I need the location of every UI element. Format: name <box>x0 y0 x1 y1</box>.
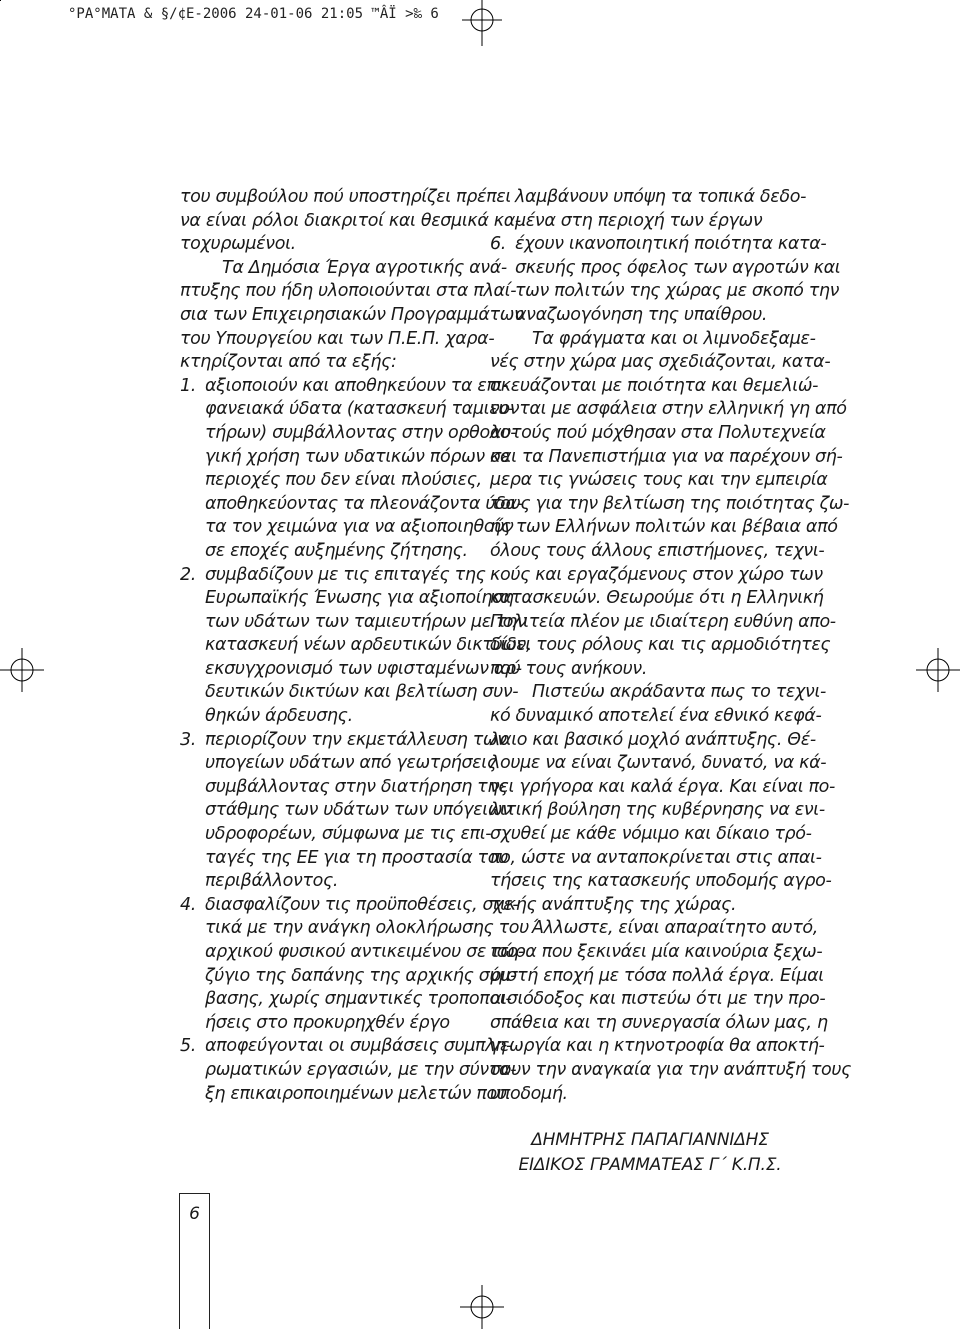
text-line: έχουν ικανοποιητική ποιότητα κατα- <box>515 234 827 255</box>
text-line: αρχικού φυσικού αντικειμένου σε ισο- <box>205 942 524 962</box>
text-line: μένα στη περιοχή των έργων <box>515 210 763 231</box>
text-line: πτυξης που ήδη υλοποιούνται στα πλαί- <box>180 281 517 302</box>
text-line: ήσεις στο προκυρηχθέν έργο <box>205 1012 450 1033</box>
signature-name: ΔΗΜΗΤΡΗΣ ΠΑΠΑΓΙΑΝΝΙΔΗΣ <box>531 1130 769 1150</box>
text-line: τήρων) συμβάλλοντας στην ορθολο- <box>205 422 517 443</box>
text-line: υποδομή. <box>490 1083 568 1104</box>
text-line: τώρα που ξεκινάει μία καινούρια ξεχω- <box>490 942 823 962</box>
text-line: περιοχές που δεν είναι πλούσιες, <box>205 470 482 491</box>
text-line: σε εποχές αυξημένης ζήτησης. <box>205 540 468 561</box>
list-number: 6. <box>490 234 506 255</box>
text-line: σχυθεί με κάθε νόμιμο και δίκαιο τρό- <box>490 824 812 845</box>
text-line: μερα τις γνώσεις τους και την εμπειρία <box>490 470 828 491</box>
text-line: ζύγιο της δαπάνης της αρχικής σύμ- <box>205 965 517 986</box>
text-line: κατασκευή νέων αρδευτικών δικτύων, <box>205 635 532 656</box>
text-line: αναζωογόνηση της υπαίθρου. <box>515 304 768 325</box>
text-line: κτηρίζονται από τα εξής: <box>180 352 397 373</box>
text-line: υδροφορέων, σύμφωνα με τις επι- <box>205 824 492 845</box>
text-line: των πολιτών της χώρας με σκοπό την <box>515 281 840 302</box>
text-line: περιβάλλοντος. <box>205 871 339 892</box>
text-line: σπάθεια και τη συνεργασία όλων μας, η <box>490 1012 828 1033</box>
text-line: Πιστεύω ακράδαντα πως το τεχνι- <box>532 682 826 703</box>
text-line: λουμε να είναι ζωντανό, δυνατό, να κά- <box>490 753 827 774</box>
text-line: τήσεις της κατασκευής υποδομής αγρο- <box>490 871 832 892</box>
text-line: και τα Πανεπιστήμια για να παρέχουν σή- <box>490 446 843 467</box>
list-number: 3. <box>180 729 196 750</box>
text-line: συμβάλλοντας στην διατήρηση της <box>205 776 508 797</box>
text-line: Τα Δημόσια Έργα αγροτικής ανά- <box>222 257 507 278</box>
print-slug: °PA°MATA & §/¢E-2006 24-01-06 21:05 ™ÂÏ >‰ 6 <box>68 6 439 22</box>
text-line: πο, ώστε να ανταποκρίνεται στις απαι- <box>490 847 822 868</box>
text-line: ταγές της ΕΕ για τη προστασία του <box>205 847 508 868</box>
text-line: φανειακά ύδατα (κατασκευή ταμιευ- <box>205 399 515 420</box>
text-line: συμβαδίζουν με τις επιταγές της <box>205 564 486 585</box>
text-line: πού τους ανήκουν. <box>490 658 648 679</box>
trim-mark-top-left <box>0 0 1 1</box>
text-line: γεωργία και η κτηνοτροφία θα αποκτή- <box>490 1036 825 1057</box>
list-number: 2. <box>180 564 196 585</box>
closing-paragraph <box>490 917 852 1106</box>
text-line: τικά με την ανάγκη ολοκλήρωσης του <box>205 918 529 939</box>
text-line: λιτική βούληση της κυβέρνησης να ενι- <box>490 800 825 821</box>
text-line: νονται με ασφάλεια στην ελληνική γη από <box>490 399 847 420</box>
text-line: σκευής προς όφελος των αγροτών και <box>515 257 841 278</box>
text-line: ρωματικών εργασιών, με την σύντα- <box>205 1059 517 1080</box>
list-number: 4. <box>180 894 196 915</box>
text-line: τους για την βελτίωση της ποιότητας ζω- <box>490 493 850 514</box>
registration-mark-left <box>0 648 44 692</box>
text-line: περιορίζουν την εκμετάλλευση των <box>205 729 507 750</box>
text-line: λαμβάνουν υπόψη τα τοπικά δεδο- <box>515 187 807 207</box>
dams-paragraph <box>490 328 850 682</box>
text-line: κατασκευών. Θεωρούμε ότι η Ελληνική <box>490 588 824 609</box>
registration-mark-right <box>916 648 960 692</box>
text-line: όλους τους άλλους επιστήμονες, τεχνι- <box>490 540 825 561</box>
belief-paragraph <box>490 681 835 917</box>
text-line: των υδάτων των ταμιευτήρων με την <box>205 611 527 632</box>
text-line: νές στην χώρα μας σχεδιάζονται, κατα- <box>490 352 831 373</box>
text-line: βασης, χωρίς σημαντικές τροποποι- <box>205 989 512 1010</box>
text-line: Άλλωστε, είναι απαραίτητο αυτό, <box>532 918 818 939</box>
text-line: αποφεύγονται οι συμβάσεις συμπλη- <box>205 1036 512 1057</box>
text-line: τα τον χειμώνα για να αξιοποιηθούν <box>205 517 514 538</box>
text-line: τικής ανάπτυξης της χώρας. <box>490 894 737 915</box>
signature-title: ΕΙΔΙΚΟΣ ΓΡΑΜΜΑΤΕΑΣ Γ΄ Κ.Π.Σ. <box>518 1155 782 1175</box>
text-line: Ευρωπαϊκής Ένωσης για αξιοποίηση <box>205 588 514 609</box>
page-number: 6 <box>189 1204 200 1224</box>
text-line: ριστή εποχή με τόσα πολλά έργα. Είμαι <box>490 965 824 986</box>
text-line: σουν την αναγκαία για την ανάπτυξή τους <box>490 1059 852 1080</box>
text-line: του Υπουργείου και των Π.Ε.Π. χαρα- <box>180 328 495 349</box>
text-line: κούς και εργαζόμενους στον χώρο των <box>490 564 823 585</box>
list-item-3 <box>180 729 512 894</box>
registration-mark-bottom <box>460 1285 504 1329</box>
list-number: 1. <box>180 375 196 396</box>
text-line: αξιοποιούν και αποθηκεύουν τα επι- <box>205 375 509 396</box>
text-line: θηκών άρδευσης. <box>205 706 353 727</box>
text-line: λαιο και βασικό μοχλό ανάπτυξης. Θέ- <box>490 729 816 750</box>
text-line: Πολιτεία πλέον με ιδιαίτερη ευθύνη απο- <box>490 611 836 632</box>
right-column <box>490 186 852 1106</box>
text-line: σια των Επιχειρησιακών Προγραμμάτων <box>180 304 524 325</box>
text-line: κό δυναμικό αποτελεί ένα εθνικό κεφά- <box>490 706 822 727</box>
list-item-1 <box>180 375 523 564</box>
registration-mark-top <box>462 0 502 46</box>
list-item-5 <box>180 1035 517 1106</box>
text-line: υπογείων υδάτων από γεωτρήσεις <box>205 753 497 774</box>
text-line: γική χρήση των υδατικών πόρων σε <box>205 446 510 467</box>
list-item-2 <box>180 564 532 729</box>
list-number: 5. <box>180 1036 196 1057</box>
text-line: του συμβούλου πού υποστηρίζει πρέπει <box>180 187 511 207</box>
text-line: στάθμης των υδάτων των υπόγειων <box>205 800 512 821</box>
list-item-6 <box>490 233 841 327</box>
text-line: αυτούς πού μόχθησαν στα Πολυτεχνεία <box>490 422 826 443</box>
text-line: εκσυγχρονισμό των υφισταμένων αρ- <box>205 658 522 679</box>
text-line: σκευάζονται με ποιότητα και θεμελιώ- <box>490 375 819 396</box>
text-line: αισιόδοξος και πιστεύω ότι με την προ- <box>490 989 826 1010</box>
text-line: να είναι ρόλοι διακριτοί και θεσμικά κα- <box>180 210 521 231</box>
text-line: Τα φράγματα και οι λιμνοδεξαμε- <box>532 328 816 349</box>
text-line: νει γρήγορα και καλά έργα. Και είναι πο- <box>490 776 835 797</box>
text-line: αποθηκεύοντας τα πλεονάζοντα ύδα- <box>205 493 523 514</box>
page-number-box <box>179 1193 210 1329</box>
text-line: ξη επικαιροποιημένων μελετών που <box>205 1083 507 1104</box>
text-line: ής των Ελλήνων πολιτών και βέβαια από <box>490 517 838 538</box>
works-paragraph <box>180 257 524 375</box>
list-item-5-continued <box>490 186 807 233</box>
text-line: δευτικών δικτύων και βελτίωση συν- <box>205 682 519 703</box>
intro-paragraph <box>180 186 521 257</box>
text-line: διασφαλίζουν τις προϋποθέσεις, σχε- <box>205 894 519 915</box>
text-line: τοχυρωμένοι. <box>180 234 296 255</box>
list-item-4 <box>180 894 529 1036</box>
text-line: δίδει τους ρόλους και τις αρμοδιότητες <box>490 635 831 656</box>
